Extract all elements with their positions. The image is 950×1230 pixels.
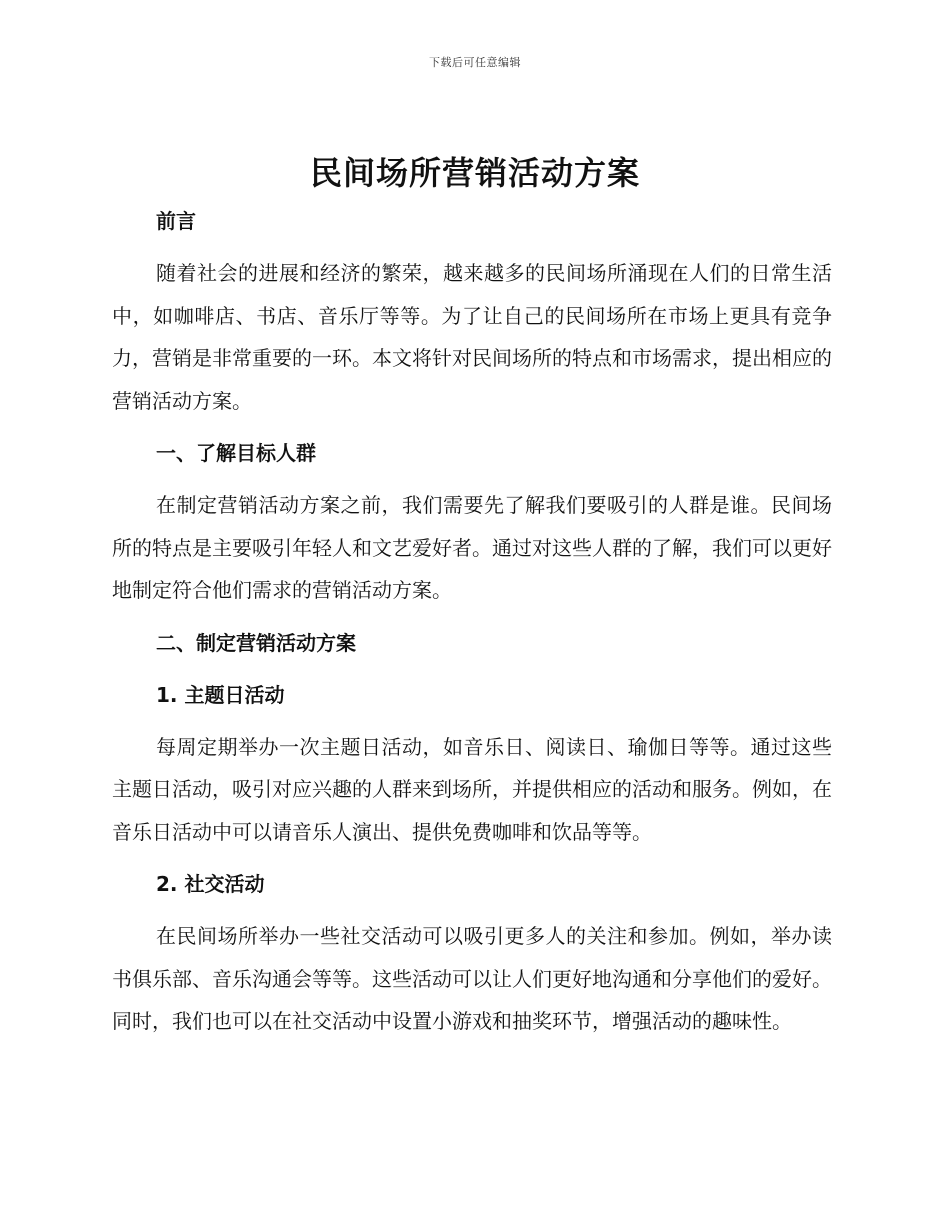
paragraph-theme-day: 每周定期举办一次主题日活动，如音乐日、阅读日、瑜伽日等等。通过这些主题日活动，吸引对应兴趣的人群来到场所，并提供相应的活动和服务。例如，在音乐日活动中可以请音乐人演出、提供免费咖啡和饮品等等。 bbox=[112, 734, 832, 844]
paragraph-preface: 随着社会的进展和经济的繁荣，越来越多的民间场所涌现在人们的日常生活中，如咖啡店、书店、音乐厅等等。为了让自己的民间场所在市场上更具有竞争力，营销是非常重要的一环。本文将针对民间场所的特点和市场需求，提出相应的营销活动方案。 bbox=[112, 261, 832, 413]
subsection-heading-theme-day: 1. 主题日活动 bbox=[156, 682, 285, 707]
section-heading-preface: 前言 bbox=[156, 209, 196, 233]
document-title: 民间场所营销活动方案 bbox=[309, 154, 640, 192]
paragraph-target-audience: 在制定营销活动方案之前，我们需要先了解我们要吸引的人群是谁。民间场所的特点是主要吸引年轻人和文艺爱好者。通过对这些人群的了解，我们可以更好地制定符合他们需求的营销活动方案。 bbox=[112, 493, 832, 602]
section-heading-marketing-plan: 二、制定营销活动方案 bbox=[156, 630, 356, 655]
document-body bbox=[112, 200, 832, 1053]
subsection-heading-social-activities: 2. 社交活动 bbox=[156, 872, 265, 896]
paragraph-social-activities: 在民间场所举办一些社交活动可以吸引更多人的关注和参加。例如，举办读书俱乐部、音乐沟通会等等。这些活动可以让人们更好地沟通和分享他们的爱好。同时，我们也可以在社交活动中设置小游戏和抽奖环节，增强活动的趣味性。 bbox=[112, 924, 832, 1033]
header-note: 下载后可任意编辑 bbox=[429, 56, 521, 69]
section-heading-target-audience: 一、了解目标人群 bbox=[156, 441, 316, 465]
